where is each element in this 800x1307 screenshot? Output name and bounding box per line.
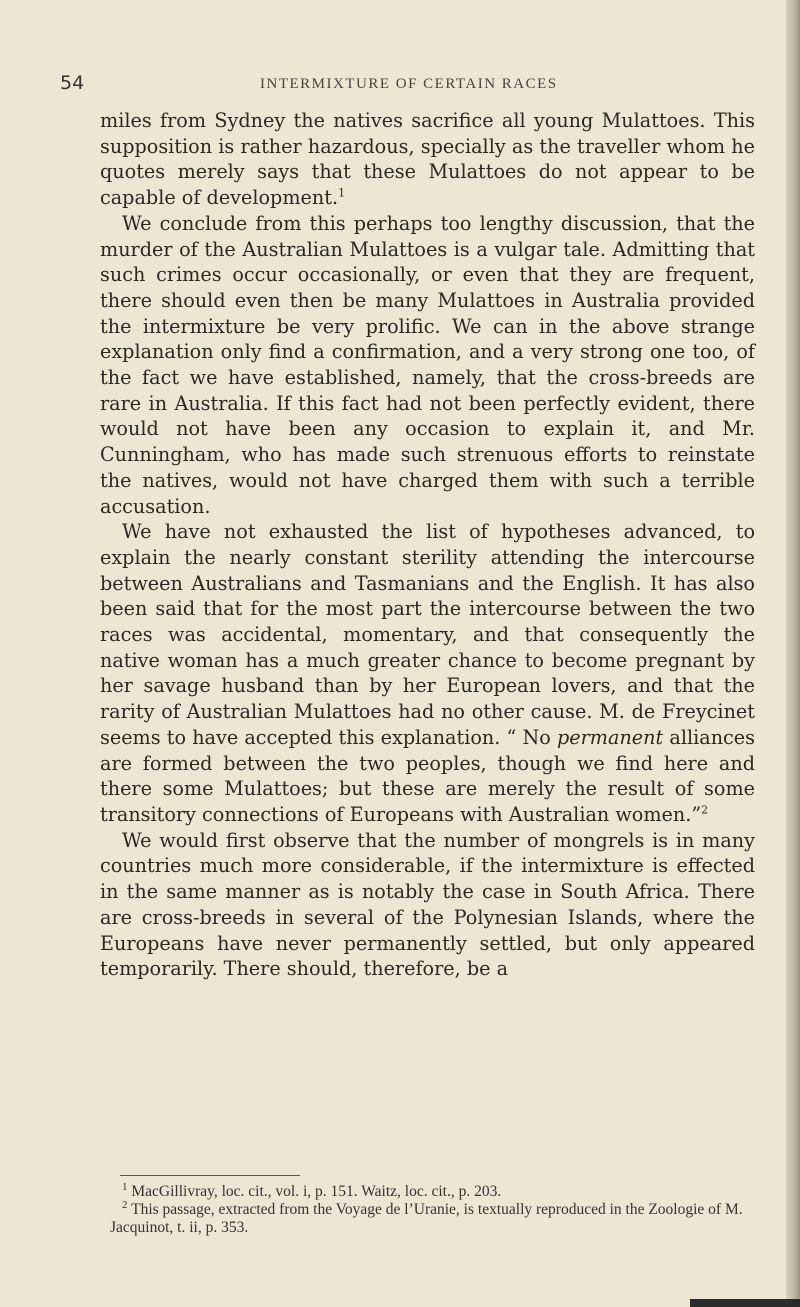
footnote (110, 1180, 750, 1201)
running-title: INTERMIXTURE OF CERTAIN RACES (260, 76, 558, 92)
footnotes (110, 1180, 750, 1237)
footnote-rule (120, 1175, 300, 1176)
running-header (60, 72, 760, 100)
paragraph (100, 828, 755, 982)
footnote-ref: 2 (701, 803, 709, 817)
emphasis-word: permanent (557, 725, 664, 749)
paragraph (100, 211, 755, 519)
paragraph-continued (100, 108, 755, 211)
paragraph-text: miles from Sydney the natives sacrifice all young Mulattoes. This supposition is rather hazardous, specially as the traveller whom he quotes merely says that these Mulattoes do not appear to be capable of development. (100, 109, 755, 210)
paragraph-text: alliances are formed between the two peoples, though we find here and there some Mulattoes; but these are merely the result of some transitory connections of Europeans with Australian women.” (100, 725, 755, 826)
paragraph-text: We have not exhausted the list of hypotheses advanced, to explain the nearly constant sterility attending the intercourse between Australians and Tasmanians and the English. It has also been said that for the most part the intercourse between the two races was accidental, momentary, and that consequently the native woman has a much greater chance to become pregnant by her savage husband than by her European lovers, and that the rarity of Australian Mulattoes had no other cause. M. de Freycinet seems to have accepted this explanation. “ No (100, 520, 755, 749)
footnote (110, 1198, 750, 1237)
page-number: 54 (60, 72, 85, 94)
page-edge-dark-corner (690, 1299, 800, 1307)
paragraph-text: We would first observe that the number of mongrels is in many countries much more considerable, if the intermixture is effected in the same manner as is notably the case in South Africa. There are cross-breeds in several of the Polynesian Islands, where the Europeans have never permanently settled, but only appeared temporarily. There should, therefore, be a (100, 828, 755, 981)
footnote-ref: 1 (338, 186, 346, 200)
footnote-marker: 1 (122, 1180, 128, 1193)
footnote-text: This passage, extracted from the Voyage de l’Uranie, is textually reproduced in the Zoologie of M. Jacquinot, t. ii, p. 353. (110, 1201, 743, 1236)
footnote-marker: 2 (122, 1198, 128, 1211)
paragraph-text: We conclude from this perhaps too lengthy discussion, that the murder of the Australian Mulattoes is a vulgar tale. Admitting that such crimes occur occasionally, or even that they are frequent, there should even then be many Mulattoes in Australia provided the intermixture be very prolific. We can in the above strange explanation only find a confirmation, and a very strong one too, of the fact we have established, namely, that the cross-breeds are rare in Australia. If this fact had not been perfectly evident, there would not have been any occasion to explain it, and Mr. Cunningham, who has made such strenuous efforts to reinstate the natives, would not have charged them with such a terrible accusation. (100, 211, 755, 518)
paragraph (100, 519, 755, 827)
body-text (100, 108, 755, 982)
footnote-text: MacGillivray, loc. cit., vol. i, p. 151. Waitz, loc. cit., p. 203. (131, 1183, 502, 1200)
page-edge-shadow (786, 0, 800, 1307)
